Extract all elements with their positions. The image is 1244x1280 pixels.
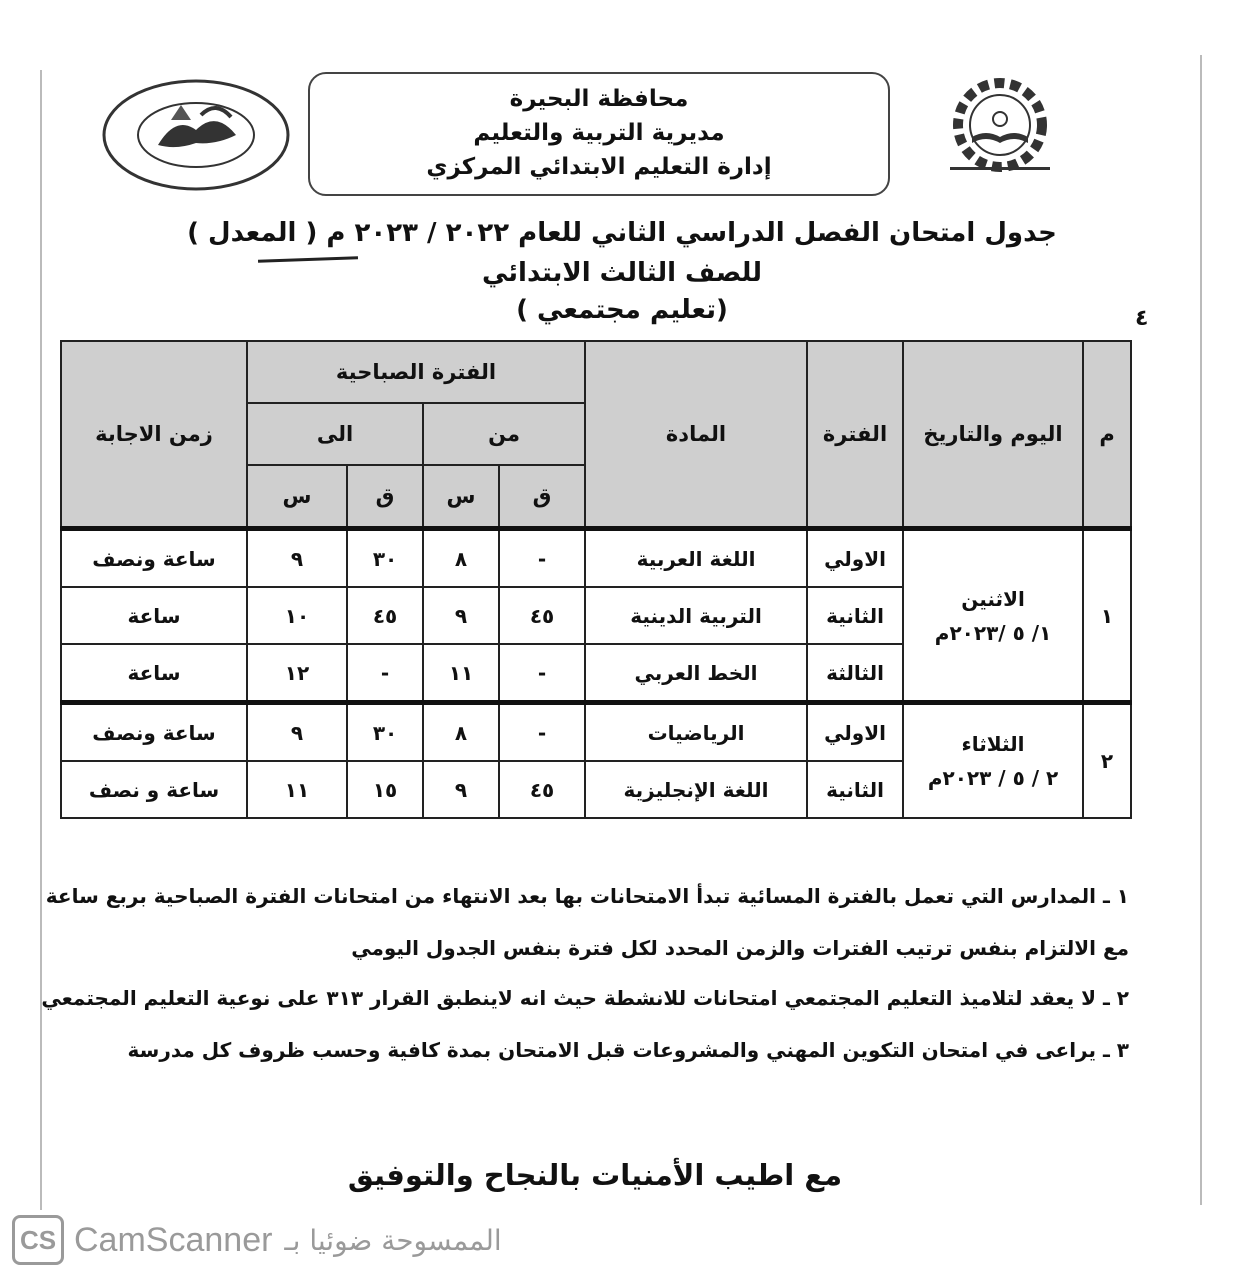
camscanner-logo-icon: CS <box>12 1215 64 1265</box>
camscanner-arabic-caption: الممسوحة ضوئيا بـ <box>284 1223 502 1257</box>
grade-title: للصف الثالث الابتدائي <box>481 258 763 288</box>
to-minutes-cell: ٣٠ <box>347 703 423 762</box>
header-box <box>308 72 890 196</box>
education-type-title: (تعليم مجتمعي ) <box>516 295 728 325</box>
to-minutes-cell: ٤٥ <box>347 587 423 644</box>
note-3: ٣ ـ يراعى في امتحان التكوين المهني والمشروعات قبل الامتحان بمدة كافية وحسب ظروف كل مدرسة <box>127 1038 1129 1062</box>
header-morning-period: الفترة الصباحية <box>247 341 585 403</box>
from-minutes-cell: - <box>499 703 585 762</box>
to-minutes-cell: ٣٠ <box>347 529 423 588</box>
header-to-hours: س <box>247 465 347 529</box>
duration-cell: ساعة ونصف <box>61 529 247 588</box>
period-cell: الثانية <box>807 761 903 818</box>
header-subject: المادة <box>585 341 807 529</box>
to-hours-cell: ١١ <box>247 761 347 818</box>
table-row <box>61 703 1131 762</box>
from-minutes-cell: ٤٥ <box>499 587 585 644</box>
to-hours-cell: ٩ <box>247 529 347 588</box>
schedule-title: جدول امتحان الفصل الدراسي الثاني للعام ٢٠٢٢ / ٢٠٢٣ م ( المعدل ) <box>187 218 1057 248</box>
from-minutes-cell: ٤٥ <box>499 761 585 818</box>
to-hours-cell: ٩ <box>247 703 347 762</box>
table-row <box>61 529 1131 588</box>
header-from-hours: س <box>423 465 499 529</box>
note-2: ٢ ـ لا يعقد لتلاميذ التعليم المجتمعي امتحانات للانشطة حيث انه لاينطبق القرار ٣١٣ على نوعية التعليم المجتمعي <box>41 986 1129 1010</box>
from-hours-cell: ٩ <box>423 587 499 644</box>
exam-schedule-table <box>60 340 1132 819</box>
to-minutes-cell: ١٥ <box>347 761 423 818</box>
period-cell: الاولي <box>807 703 903 762</box>
directorate-seal-logo <box>96 75 296 195</box>
header-to-minutes: ق <box>347 465 423 529</box>
day-number: ٢ <box>1083 703 1131 819</box>
directorate-name: مديرية التربية والتعليم <box>473 120 725 146</box>
subject-cell: الخط العربي <box>585 644 807 703</box>
period-cell: الثالثة <box>807 644 903 703</box>
from-hours-cell: ١١ <box>423 644 499 703</box>
closing-wishes: مع اطيب الأمنيات بالنجاح والتوفيق <box>347 1158 843 1192</box>
from-minutes-cell: - <box>499 644 585 703</box>
header-to: الى <box>247 403 423 465</box>
period-cell: الثانية <box>807 587 903 644</box>
header-m: م <box>1083 341 1131 529</box>
from-hours-cell: ٨ <box>423 529 499 588</box>
day-name: الاثنين <box>961 586 1025 611</box>
duration-cell: ساعة ونصف <box>61 703 247 762</box>
note-1-line-1: ١ ـ المدارس التي تعمل بالفترة المسائية تبدأ الامتحانات بها بعد الانتهاء من امتحانات الفترة الصباحية بربع ساعة <box>45 884 1129 908</box>
to-minutes-cell: - <box>347 644 423 703</box>
header-from-minutes: ق <box>499 465 585 529</box>
duration-cell: ساعة و نصف <box>61 761 247 818</box>
from-hours-cell: ٨ <box>423 703 499 762</box>
from-minutes-cell: - <box>499 529 585 588</box>
duration-cell: ساعة <box>61 587 247 644</box>
period-cell: الاولي <box>807 529 903 588</box>
header-period: الفترة <box>807 341 903 529</box>
governorate-name: محافظة البحيرة <box>509 86 689 112</box>
duration-cell: ساعة <box>61 644 247 703</box>
exam-date: ١/ ٥ /٢٠٢٣م <box>934 620 1052 645</box>
subject-cell: الرياضيات <box>585 703 807 762</box>
subject-cell: اللغة الإنجليزية <box>585 761 807 818</box>
header-duration: زمن الاجابة <box>61 341 247 529</box>
day-name: الثلاثاء <box>961 732 1025 756</box>
header-from: من <box>423 403 585 465</box>
ministry-gear-logo <box>910 75 1090 185</box>
camscanner-watermark <box>12 1215 502 1265</box>
header-day-date: اليوم والتاريخ <box>903 341 1083 529</box>
note-1-line-2: مع الالتزام بنفس ترتيب الفترات والزمن المحدد لكل فترة بنفس الجدول اليومي <box>351 936 1129 960</box>
to-hours-cell: ١٢ <box>247 644 347 703</box>
to-hours-cell: ١٠ <box>247 587 347 644</box>
exam-date: ٢ / ٥ / ٢٠٢٣م <box>927 766 1059 790</box>
day-number: ١ <box>1083 529 1131 703</box>
subject-cell: اللغة العربية <box>585 529 807 588</box>
camscanner-brand: CamScanner <box>74 1220 273 1259</box>
from-hours-cell: ٩ <box>423 761 499 818</box>
administration-name: إدارة التعليم الابتدائي المركزي <box>426 154 772 180</box>
day-date-cell <box>903 703 1083 819</box>
margin-mark: ٤ <box>1135 306 1149 331</box>
day-date-cell <box>903 529 1083 703</box>
subject-cell: التربية الدينية <box>585 587 807 644</box>
